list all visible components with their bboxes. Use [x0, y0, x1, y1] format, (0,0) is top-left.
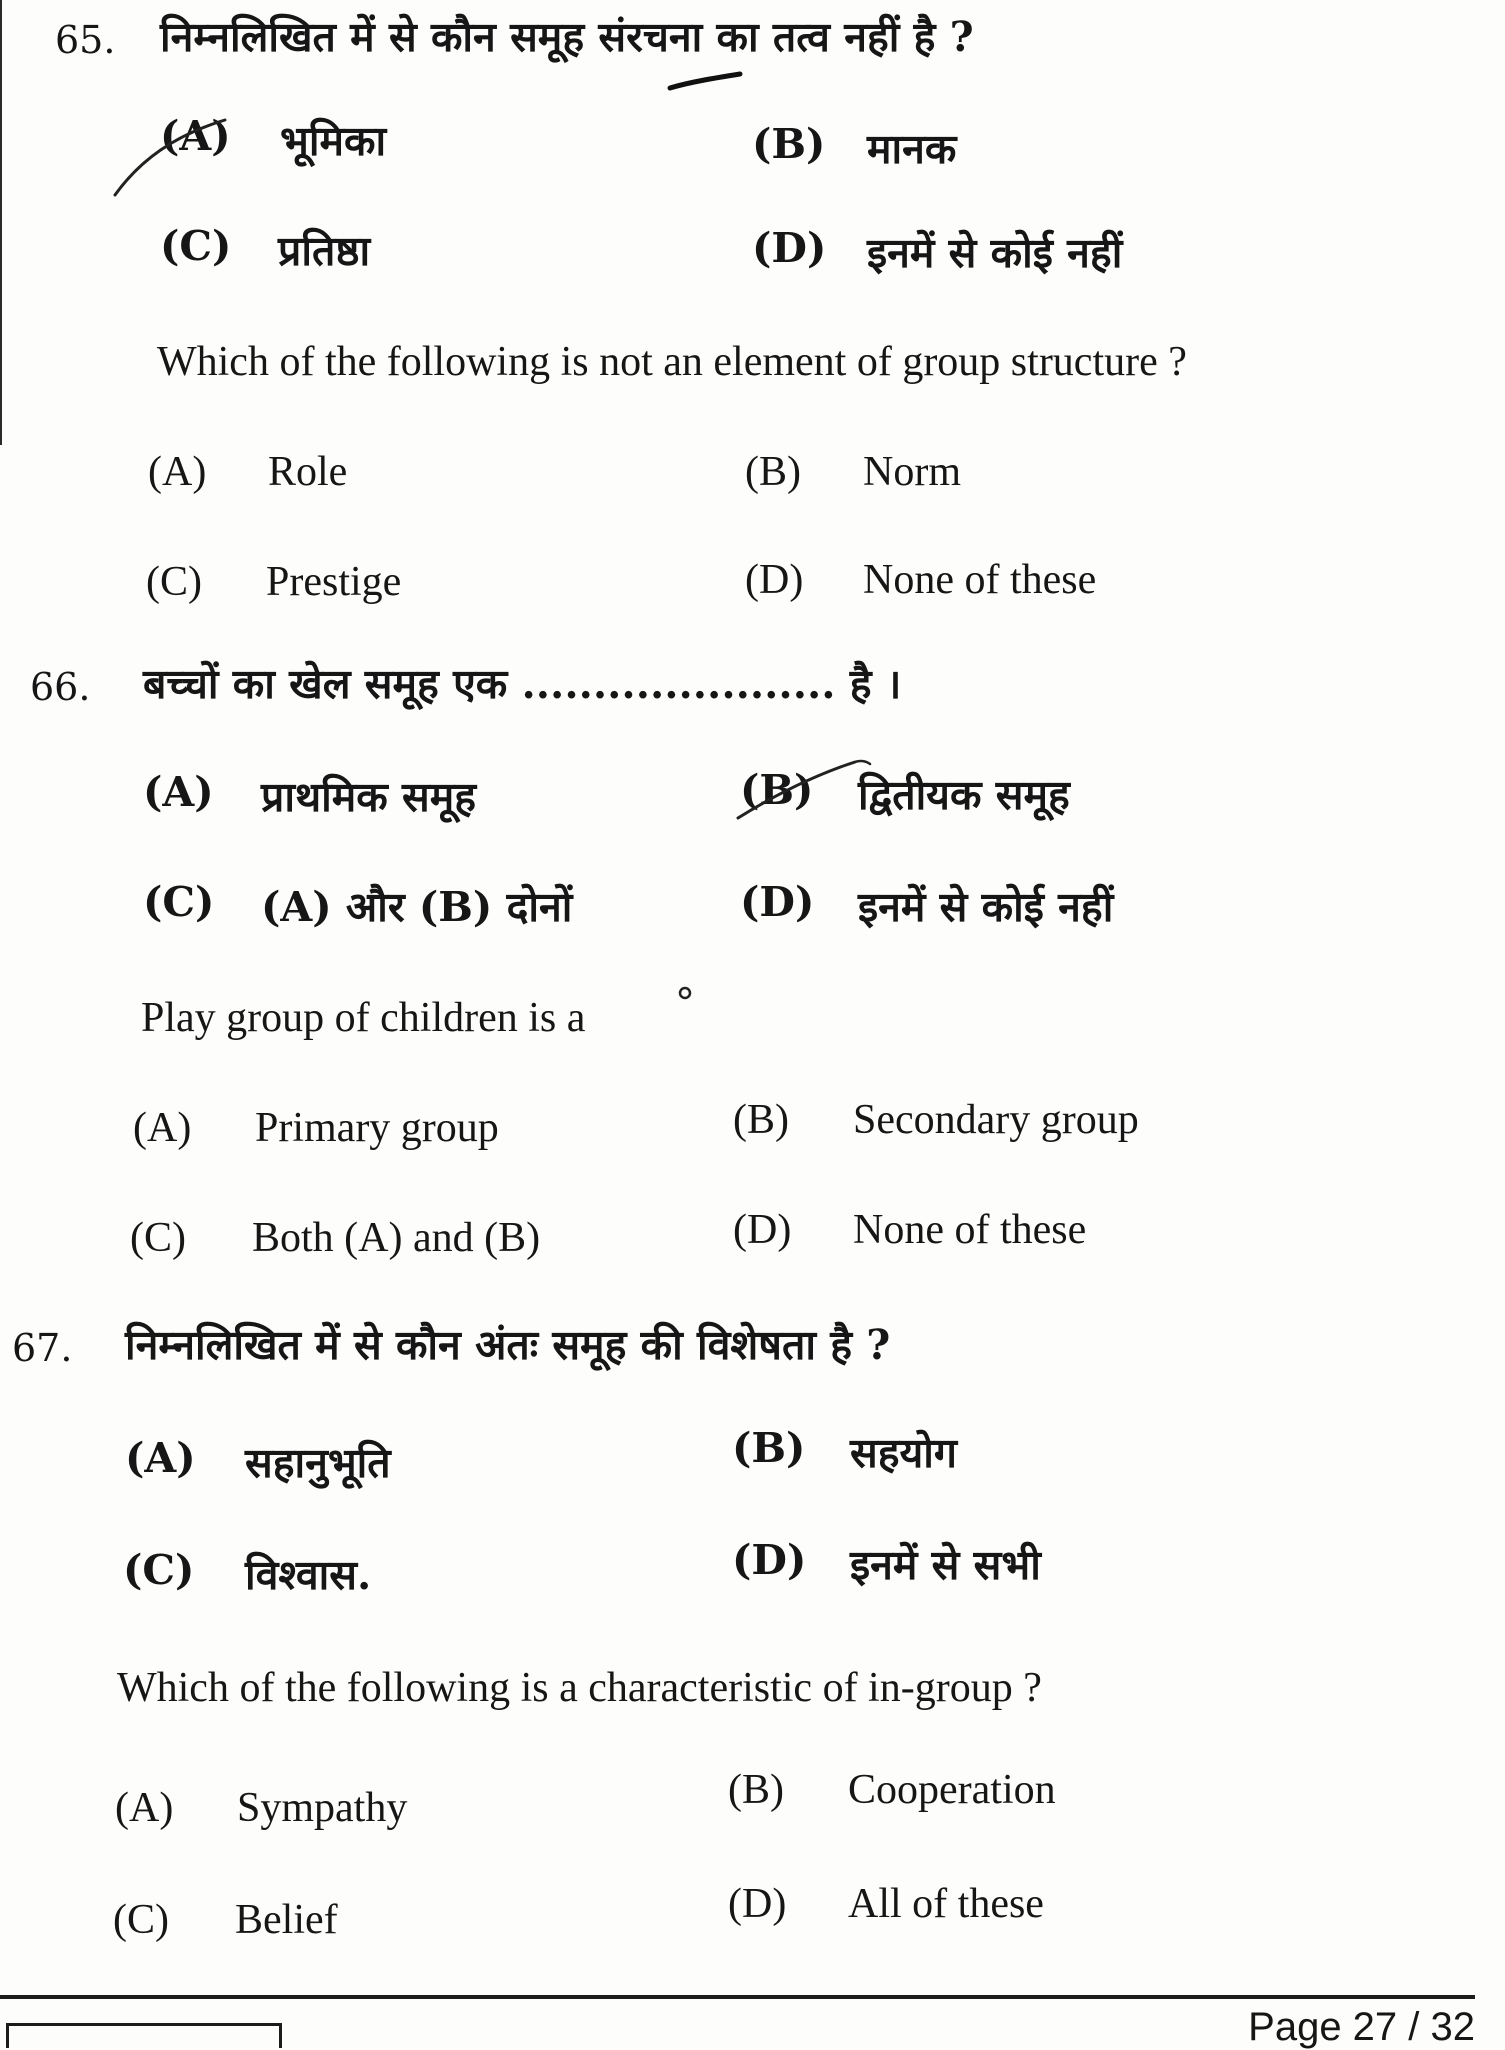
- option-text: मानक: [867, 125, 957, 173]
- page-number: Page 27 / 32: [1248, 2005, 1475, 2049]
- question-text-hindi: निम्नलिखित में से कौन अंतः समूह की विशेषता है ?: [125, 1321, 891, 1369]
- option-text: सहयोग: [850, 1429, 957, 1477]
- option-letter: (D): [745, 557, 804, 603]
- question-text-english: Play group of children is a: [141, 995, 586, 1041]
- stray-mark: [680, 988, 690, 998]
- option-text: Belief: [235, 1897, 338, 1943]
- option-text: Primary group: [255, 1105, 499, 1151]
- option-text: Cooperation: [848, 1767, 1056, 1813]
- option-text: Sympathy: [237, 1785, 408, 1831]
- question-text-hindi: बच्चों का खेल समूह एक ...................... है ।: [143, 660, 902, 708]
- option-letter: (B): [728, 1767, 784, 1813]
- margin-line: [0, 0, 2, 445]
- option-text: Norm: [863, 449, 961, 495]
- option-text: प्राथमिक समूह: [261, 773, 477, 821]
- option-letter: (A): [160, 112, 231, 160]
- option-letter: (D): [740, 878, 815, 926]
- option-text: इनमें से कोई नहीं: [858, 883, 1114, 931]
- option-text: भूमिका: [280, 117, 387, 165]
- footer-box: [6, 2023, 282, 2048]
- option-letter: (D): [728, 1881, 787, 1927]
- option-letter: (A): [125, 1434, 196, 1482]
- option-text: (A) और (B) दोनों: [261, 883, 573, 931]
- option-letter: (D): [733, 1207, 792, 1253]
- option-text: All of these: [848, 1881, 1044, 1927]
- option-text: द्वितीयक समूह: [858, 771, 1070, 819]
- option-text: विश्वास.: [245, 1551, 372, 1599]
- option-letter: (C): [113, 1897, 169, 1943]
- option-text: सहानुभूति: [245, 1439, 391, 1487]
- option-letter: (A): [133, 1105, 192, 1151]
- option-letter: (A): [143, 768, 214, 816]
- option-letter: (B): [752, 120, 826, 168]
- option-text: Role: [268, 449, 348, 495]
- option-text: इनमें से कोई नहीं: [867, 229, 1123, 277]
- option-letter: (C): [123, 1546, 195, 1594]
- option-letter: (C): [130, 1215, 186, 1261]
- option-letter: (C): [160, 222, 232, 270]
- option-text: None of these: [863, 557, 1097, 603]
- option-letter: (B): [740, 766, 814, 814]
- question-text-english: Which of the following is not an element of group structure ?: [157, 339, 1187, 385]
- tick-mark: [855, 761, 870, 764]
- option-letter: (D): [732, 1536, 807, 1584]
- question-number: 66.: [30, 665, 91, 709]
- option-text: इनमें से सभी: [850, 1541, 1041, 1589]
- option-letter: (A): [115, 1785, 174, 1831]
- underline-mark: [670, 74, 740, 88]
- option-letter: (A): [148, 449, 207, 495]
- option-letter: (D): [752, 224, 827, 272]
- option-letter: (B): [745, 449, 801, 495]
- question-text-hindi: निम्नलिखित में से कौन समूह संरचना का तत्व नहीं है ?: [160, 13, 974, 61]
- option-letter: (C): [143, 878, 215, 926]
- question-text-english: Which of the following is a characteristic of in-group ?: [117, 1665, 1042, 1711]
- option-letter: (C): [146, 559, 202, 605]
- question-number: 67.: [12, 1326, 73, 1370]
- option-text: Both (A) and (B): [252, 1215, 541, 1261]
- option-text: Prestige: [266, 559, 402, 605]
- footer-rule: [0, 1995, 1475, 1999]
- option-text: प्रतिष्ठा: [278, 227, 371, 275]
- question-number: 65.: [55, 18, 116, 62]
- option-letter: (B): [733, 1097, 789, 1143]
- option-text: Secondary group: [853, 1097, 1139, 1143]
- option-letter: (B): [732, 1424, 806, 1472]
- option-text: None of these: [853, 1207, 1087, 1253]
